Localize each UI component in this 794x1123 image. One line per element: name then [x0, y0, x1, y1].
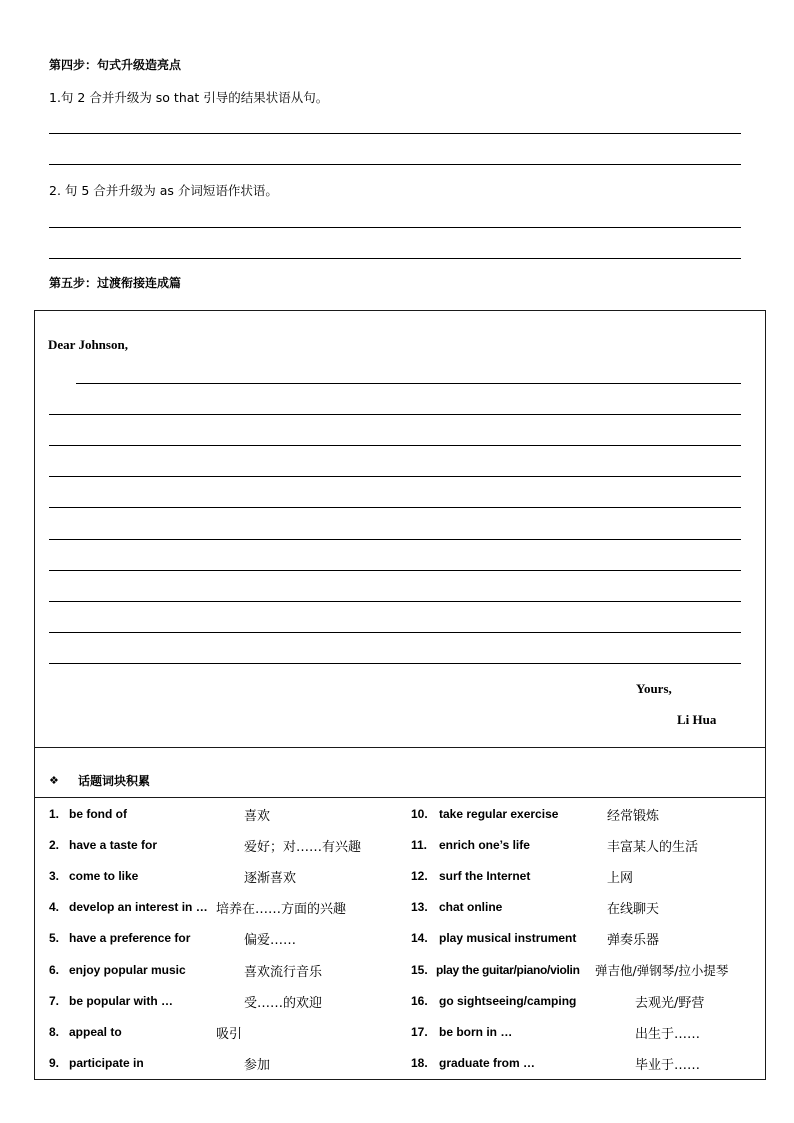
vocab-number: 13. — [411, 900, 428, 914]
vocab-phrase: graduate from … — [439, 1056, 536, 1070]
vocab-number: 18. — [411, 1056, 428, 1070]
writing-line[interactable] — [49, 539, 741, 540]
writing-line[interactable] — [49, 663, 741, 664]
vocab-number: 7. — [49, 994, 60, 1008]
letter-signature: Li Hua — [677, 712, 717, 727]
vocab-meaning: 上网 — [607, 871, 634, 886]
vocab-number: 11. — [411, 838, 428, 852]
writing-line[interactable] — [49, 507, 741, 508]
vocab-phrase: appeal to — [69, 1025, 122, 1039]
vocab-meaning: 爱好；对……有兴趣 — [244, 840, 362, 855]
writing-line[interactable] — [49, 414, 741, 415]
vocab-phrase: take regular exercise — [439, 807, 559, 821]
vocab-title: 话题词块积累 — [78, 774, 151, 788]
vocab-meaning: 受……的欢迎 — [244, 996, 323, 1011]
vocab-phrase: have a taste for — [69, 838, 158, 852]
vocab-phrase: come to like — [69, 869, 139, 883]
vocab-number: 16. — [411, 994, 428, 1008]
writing-line[interactable] — [49, 632, 741, 633]
vocab-phrase: go sightseeing/camping — [439, 994, 577, 1008]
vocab-meaning: 吸引 — [216, 1027, 243, 1042]
step4-heading: 第四步：句式升级造亮点 — [49, 58, 182, 72]
answer-line[interactable] — [49, 164, 741, 165]
vocab-meaning: 培养在……方面的兴趣 — [216, 902, 347, 917]
vocab-phrase: play the guitar/piano/violin — [436, 963, 580, 977]
answer-line[interactable] — [49, 133, 741, 134]
vocab-phrase: be popular with … — [69, 994, 173, 1008]
vocab-number: 17. — [411, 1025, 428, 1039]
vocab-meaning: 在线聊天 — [607, 902, 660, 917]
vocab-phrase: enrich one’s life — [439, 838, 530, 852]
vocab-number: 1. — [49, 807, 60, 821]
vocab-number: 3. — [49, 869, 60, 883]
letter-closing: Yours, — [636, 681, 672, 696]
vocab-meaning: 弹吉他/弹钢琴/拉小提琴 — [595, 963, 729, 978]
vocab-number: 14. — [411, 931, 428, 945]
answer-line[interactable] — [49, 227, 741, 228]
writing-line[interactable] — [49, 570, 741, 571]
vocab-number: 6. — [49, 963, 60, 977]
vocab-phrase: participate in — [69, 1056, 144, 1070]
vocab-meaning: 出生于…… — [635, 1027, 701, 1042]
vocab-meaning: 喜欢流行音乐 — [244, 965, 323, 980]
writing-line[interactable] — [76, 383, 741, 384]
letter-greeting: Dear Johnson, — [48, 337, 128, 352]
diamond-bullet-icon: ❖ — [49, 774, 59, 787]
vocab-meaning: 丰富某人的生活 — [607, 840, 699, 855]
step5-heading: 第五步：过渡衔接连成篇 — [49, 276, 182, 290]
vocab-meaning: 参加 — [244, 1058, 271, 1073]
writing-line[interactable] — [49, 601, 741, 602]
vocab-meaning: 弹奏乐器 — [607, 933, 660, 948]
vocab-phrase: chat online — [439, 900, 503, 914]
vocab-phrase: have a preference for — [69, 931, 191, 945]
vocab-number: 9. — [49, 1056, 60, 1070]
vocab-phrase: be fond of — [69, 807, 127, 821]
writing-line[interactable] — [49, 445, 741, 446]
answer-line[interactable] — [49, 258, 741, 259]
vocab-meaning: 偏爱…… — [244, 933, 297, 948]
question-2-prompt: 2. 句 5 合并升级为 as 介词短语作状语。 — [49, 183, 278, 198]
vocab-phrase: be born in … — [439, 1025, 513, 1039]
writing-line[interactable] — [49, 476, 741, 477]
vocab-meaning: 喜欢 — [244, 809, 271, 824]
vocab-number: 10. — [411, 807, 428, 821]
vocab-number: 2. — [49, 838, 60, 852]
vocab-meaning: 逐渐喜欢 — [244, 871, 297, 886]
vocab-meaning: 经常锻炼 — [607, 809, 660, 824]
vocab-meaning: 去观光/野营 — [635, 996, 705, 1011]
vocab-phrase: surf the Internet — [439, 869, 531, 883]
vocab-number: 5. — [49, 931, 60, 945]
vocab-number: 15. — [411, 963, 428, 977]
vocab-number: 4. — [49, 900, 60, 914]
question-1-prompt: 1.句 2 合并升级为 so that 引导的结果状语从句。 — [49, 90, 329, 105]
vocab-meaning: 毕业于…… — [635, 1058, 701, 1073]
vocab-phrase: develop an interest in … — [69, 900, 208, 914]
vocab-number: 8. — [49, 1025, 60, 1039]
vocab-phrase: enjoy popular music — [69, 963, 186, 977]
vocab-number: 12. — [411, 869, 428, 883]
vocab-phrase: play musical instrument — [439, 931, 577, 945]
